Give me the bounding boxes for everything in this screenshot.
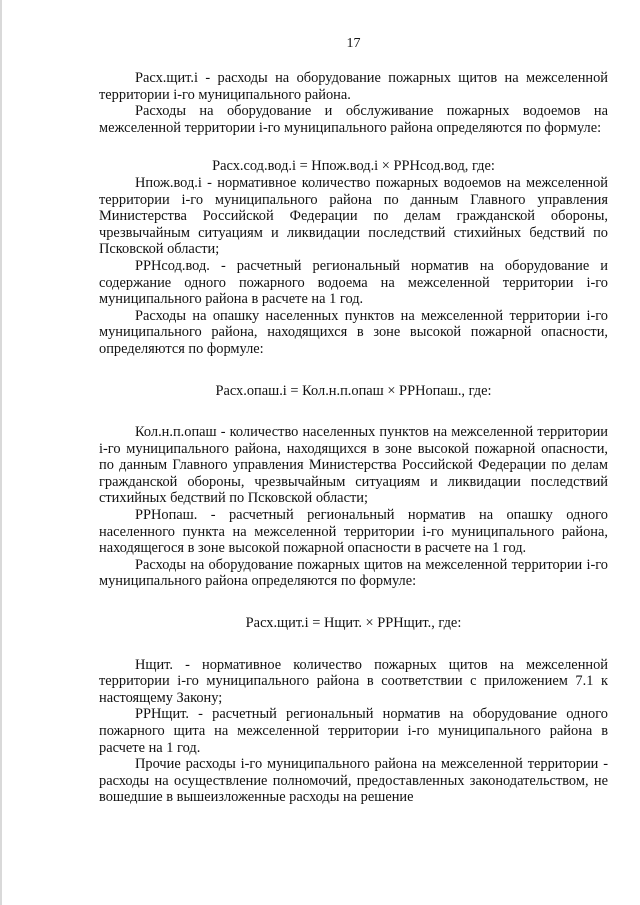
paragraph-rash-shchit-definition: Расх.щит.i - расходы на оборудование пожарных щитов на межселенной территории i-го муниципального района. [99, 70, 608, 103]
paragraph-opashka-intro: Расходы на опашку населенных пунктов на межселенной территории i-го муниципального района, находящихся в зоне высокой пожарной опасности, определяются по формуле: [99, 307, 608, 357]
formula-rash-sod-vod: Расх.сод.вод.i = Нпож.вод.i × РРНсод.вод, где: [212, 158, 495, 175]
paragraph-vodoemy-intro: Расходы на оборудование и обслуживание пожарных водоемов на межселенной территории i-го муниципального района определяются по формуле: [99, 103, 608, 136]
paragraph-rrn-sod-vod: РРНсод.вод. - расчетный региональный норматив на оборудование и содержание одного пожарного водоема на межселенной территории i-го муниципального района в расчете на 1 год. [99, 257, 608, 308]
page-number: 17 [346, 36, 361, 51]
paragraph-prochie-rashody: Прочие расходы i-го муниципального района на межселенной территории - расходы на осуществление полномочий, предоставленных законодательством, не вошедшие в вышеизложенные расходы на решение [99, 756, 608, 806]
paragraph-shchity-intro: Расходы на оборудование пожарных щитов на межселенной территории i-го муниципального района определяются по формуле: [99, 556, 608, 590]
paragraph-rrn-opash: РРНопаш. - расчетный региональный норматив на опашку одного населенного пункта на межселенной территории i-го муниципального района, находящегося в зоне высокой пожарной опасности в расчете на 1 год. [99, 507, 608, 557]
paragraph-nshchit: Нщит. - нормативное количество пожарных щитов на межселенной территории i-го муниципального района в соответствии с приложением 7.1 к настоящему Закону; [99, 656, 608, 706]
paragraph-rrn-shchit: РРНщит. - расчетный региональный норматив на оборудование одного пожарного щита на межселенной территории i-го муниципального района в расчете на 1 год. [99, 706, 608, 756]
formula-rash-opash: Расх.опаш.i = Кол.н.п.опаш × РРНопаш., где: [215, 382, 492, 399]
paragraph-npozh-vod: Нпож.вод.i - нормативное количество пожарных водоемов на межселенной территории i-го муниципального района по данным Главного управления Министерства Российской Федерации по делам гражданской обороны, чрезвычайным ситуациям и ликвидации последствий стихийных бедствий по Псковской области; [99, 174, 608, 258]
formula-rash-shchit: Расх.щит.i = Нщит. × РРНщит., где: [245, 615, 462, 632]
paragraph-kol-np-opash: Кол.н.п.опаш - количество населенных пунктов на межселенной территории i-го муниципального района, находящихся в зоне высокой пожарной опасности, по данным Главного управления Министерства Российской Федерации по делам гражданской обороны, чрезвычайным ситуациям и ликвидации последствий стихийных бедствий по Псковской области; [99, 424, 608, 507]
